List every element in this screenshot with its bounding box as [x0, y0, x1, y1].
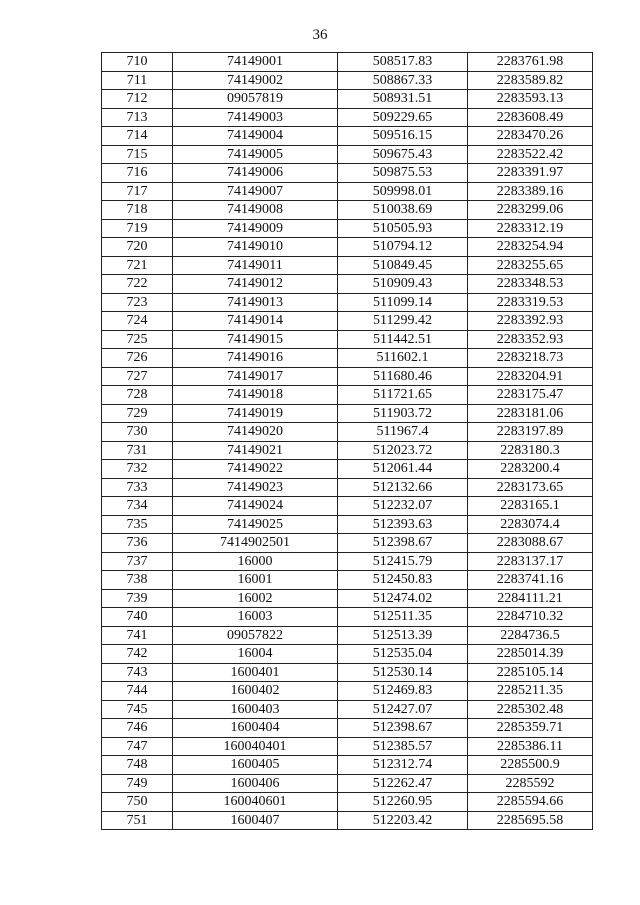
- y-coordinate-cell: 2283181.06: [468, 404, 593, 423]
- point-id-cell: 1600403: [173, 700, 338, 719]
- y-coordinate-cell: 2283200.4: [468, 460, 593, 479]
- row-number-cell: 749: [102, 774, 173, 793]
- row-number-cell: 724: [102, 312, 173, 331]
- row-number-cell: 736: [102, 534, 173, 553]
- point-id-cell: 1600402: [173, 682, 338, 701]
- row-number-cell: 719: [102, 219, 173, 238]
- row-number-cell: 741: [102, 626, 173, 645]
- y-coordinate-cell: 2283254.94: [468, 238, 593, 257]
- y-coordinate-cell: 2284710.32: [468, 608, 593, 627]
- y-coordinate-cell: 2283348.53: [468, 275, 593, 294]
- table-row: [102, 571, 593, 590]
- x-coordinate-cell: 508867.33: [338, 71, 468, 90]
- table-row: [102, 349, 593, 368]
- point-id-cell: 160040601: [173, 793, 338, 812]
- row-number-cell: 714: [102, 127, 173, 146]
- table-row: [102, 219, 593, 238]
- row-number-cell: 713: [102, 108, 173, 127]
- table-row: [102, 182, 593, 201]
- table-row: [102, 774, 593, 793]
- y-coordinate-cell: 2283761.98: [468, 53, 593, 72]
- point-id-cell: 74149002: [173, 71, 338, 90]
- table-row: [102, 108, 593, 127]
- y-coordinate-cell: 2283180.3: [468, 441, 593, 460]
- row-number-cell: 730: [102, 423, 173, 442]
- point-id-cell: 09057822: [173, 626, 338, 645]
- table-row: [102, 700, 593, 719]
- x-coordinate-cell: 509675.43: [338, 145, 468, 164]
- coordinates-table: [101, 52, 593, 830]
- y-coordinate-cell: 2284736.5: [468, 626, 593, 645]
- point-id-cell: 74149016: [173, 349, 338, 368]
- table-row: [102, 811, 593, 830]
- row-number-cell: 744: [102, 682, 173, 701]
- y-coordinate-cell: 2283165.1: [468, 497, 593, 516]
- point-id-cell: 74149013: [173, 293, 338, 312]
- row-number-cell: 723: [102, 293, 173, 312]
- y-coordinate-cell: 2285386.11: [468, 737, 593, 756]
- point-id-cell: 1600406: [173, 774, 338, 793]
- y-coordinate-cell: 2283589.82: [468, 71, 593, 90]
- y-coordinate-cell: 2285592: [468, 774, 593, 793]
- y-coordinate-cell: 2283299.06: [468, 201, 593, 220]
- table-row: [102, 497, 593, 516]
- x-coordinate-cell: 511299.42: [338, 312, 468, 331]
- table-row: [102, 256, 593, 275]
- table-row: [102, 534, 593, 553]
- y-coordinate-cell: 2285695.58: [468, 811, 593, 830]
- table-row: [102, 275, 593, 294]
- x-coordinate-cell: 512393.63: [338, 515, 468, 534]
- row-number-cell: 718: [102, 201, 173, 220]
- table-row: [102, 53, 593, 72]
- table-row: [102, 515, 593, 534]
- point-id-cell: 74149007: [173, 182, 338, 201]
- point-id-cell: 74149024: [173, 497, 338, 516]
- table-row: [102, 71, 593, 90]
- point-id-cell: 16000: [173, 552, 338, 571]
- row-number-cell: 710: [102, 53, 173, 72]
- table-row: [102, 589, 593, 608]
- point-id-cell: 74149017: [173, 367, 338, 386]
- y-coordinate-cell: 2283255.65: [468, 256, 593, 275]
- point-id-cell: 1600401: [173, 663, 338, 682]
- point-id-cell: 74149015: [173, 330, 338, 349]
- x-coordinate-cell: 508931.51: [338, 90, 468, 109]
- y-coordinate-cell: 2283470.26: [468, 127, 593, 146]
- x-coordinate-cell: 509516.15: [338, 127, 468, 146]
- y-coordinate-cell: 2283522.42: [468, 145, 593, 164]
- point-id-cell: 1600404: [173, 719, 338, 738]
- table-row: [102, 478, 593, 497]
- table-row: [102, 127, 593, 146]
- table-row: [102, 460, 593, 479]
- row-number-cell: 740: [102, 608, 173, 627]
- row-number-cell: 732: [102, 460, 173, 479]
- point-id-cell: 74149012: [173, 275, 338, 294]
- row-number-cell: 750: [102, 793, 173, 812]
- row-number-cell: 726: [102, 349, 173, 368]
- x-coordinate-cell: 512262.47: [338, 774, 468, 793]
- x-coordinate-cell: 512398.67: [338, 534, 468, 553]
- row-number-cell: 733: [102, 478, 173, 497]
- table-row: [102, 293, 593, 312]
- y-coordinate-cell: 2283593.13: [468, 90, 593, 109]
- row-number-cell: 716: [102, 164, 173, 183]
- x-coordinate-cell: 510038.69: [338, 201, 468, 220]
- x-coordinate-cell: 512312.74: [338, 756, 468, 775]
- point-id-cell: 74149001: [173, 53, 338, 72]
- point-id-cell: 74149009: [173, 219, 338, 238]
- point-id-cell: 74149014: [173, 312, 338, 331]
- x-coordinate-cell: 512061.44: [338, 460, 468, 479]
- y-coordinate-cell: 2283137.17: [468, 552, 593, 571]
- table-row: [102, 367, 593, 386]
- point-id-cell: 7414902501: [173, 534, 338, 553]
- x-coordinate-cell: 511721.65: [338, 386, 468, 405]
- y-coordinate-cell: 2283319.53: [468, 293, 593, 312]
- point-id-cell: 16001: [173, 571, 338, 590]
- y-coordinate-cell: 2283088.67: [468, 534, 593, 553]
- x-coordinate-cell: 512132.66: [338, 478, 468, 497]
- y-coordinate-cell: 2283352.93: [468, 330, 593, 349]
- y-coordinate-cell: 2283197.89: [468, 423, 593, 442]
- row-number-cell: 735: [102, 515, 173, 534]
- y-coordinate-cell: 2285211.35: [468, 682, 593, 701]
- table-row: [102, 330, 593, 349]
- x-coordinate-cell: 512474.02: [338, 589, 468, 608]
- x-coordinate-cell: 510909.43: [338, 275, 468, 294]
- point-id-cell: 74149019: [173, 404, 338, 423]
- point-id-cell: 160040401: [173, 737, 338, 756]
- table-row: [102, 608, 593, 627]
- y-coordinate-cell: 2283741.16: [468, 571, 593, 590]
- y-coordinate-cell: 2285594.66: [468, 793, 593, 812]
- x-coordinate-cell: 512535.04: [338, 645, 468, 664]
- y-coordinate-cell: 2285500.9: [468, 756, 593, 775]
- row-number-cell: 737: [102, 552, 173, 571]
- y-coordinate-cell: 2283392.93: [468, 312, 593, 331]
- x-coordinate-cell: 512203.42: [338, 811, 468, 830]
- row-number-cell: 722: [102, 275, 173, 294]
- row-number-cell: 747: [102, 737, 173, 756]
- x-coordinate-cell: 510849.45: [338, 256, 468, 275]
- table-row: [102, 737, 593, 756]
- table-row: [102, 423, 593, 442]
- table-row: [102, 793, 593, 812]
- x-coordinate-cell: 511602.1: [338, 349, 468, 368]
- point-id-cell: 74149006: [173, 164, 338, 183]
- x-coordinate-cell: 512530.14: [338, 663, 468, 682]
- point-id-cell: 74149003: [173, 108, 338, 127]
- x-coordinate-cell: 509875.53: [338, 164, 468, 183]
- y-coordinate-cell: 2283608.49: [468, 108, 593, 127]
- table-row: [102, 441, 593, 460]
- row-number-cell: 727: [102, 367, 173, 386]
- point-id-cell: 16004: [173, 645, 338, 664]
- x-coordinate-cell: 512450.83: [338, 571, 468, 590]
- point-id-cell: 1600405: [173, 756, 338, 775]
- point-id-cell: 74149025: [173, 515, 338, 534]
- x-coordinate-cell: 512415.79: [338, 552, 468, 571]
- x-coordinate-cell: 511680.46: [338, 367, 468, 386]
- x-coordinate-cell: 510505.93: [338, 219, 468, 238]
- point-id-cell: 74149023: [173, 478, 338, 497]
- x-coordinate-cell: 511442.51: [338, 330, 468, 349]
- x-coordinate-cell: 510794.12: [338, 238, 468, 257]
- table-row: [102, 682, 593, 701]
- row-number-cell: 751: [102, 811, 173, 830]
- y-coordinate-cell: 2283074.4: [468, 515, 593, 534]
- table-row: [102, 145, 593, 164]
- row-number-cell: 731: [102, 441, 173, 460]
- y-coordinate-cell: 2285302.48: [468, 700, 593, 719]
- row-number-cell: 748: [102, 756, 173, 775]
- point-id-cell: 74149010: [173, 238, 338, 257]
- point-id-cell: 74149011: [173, 256, 338, 275]
- x-coordinate-cell: 512260.95: [338, 793, 468, 812]
- point-id-cell: 16002: [173, 589, 338, 608]
- x-coordinate-cell: 512023.72: [338, 441, 468, 460]
- table-row: [102, 238, 593, 257]
- row-number-cell: 717: [102, 182, 173, 201]
- x-coordinate-cell: 512511.35: [338, 608, 468, 627]
- row-number-cell: 734: [102, 497, 173, 516]
- row-number-cell: 715: [102, 145, 173, 164]
- row-number-cell: 720: [102, 238, 173, 257]
- table-row: [102, 404, 593, 423]
- table-row: [102, 386, 593, 405]
- table-row: [102, 626, 593, 645]
- row-number-cell: 725: [102, 330, 173, 349]
- y-coordinate-cell: 2283312.19: [468, 219, 593, 238]
- y-coordinate-cell: 2284111.21: [468, 589, 593, 608]
- row-number-cell: 745: [102, 700, 173, 719]
- table-row: [102, 201, 593, 220]
- point-id-cell: 74149021: [173, 441, 338, 460]
- point-id-cell: 16003: [173, 608, 338, 627]
- row-number-cell: 739: [102, 589, 173, 608]
- x-coordinate-cell: 509998.01: [338, 182, 468, 201]
- point-id-cell: 74149005: [173, 145, 338, 164]
- y-coordinate-cell: 2283175.47: [468, 386, 593, 405]
- x-coordinate-cell: 512469.83: [338, 682, 468, 701]
- y-coordinate-cell: 2283204.91: [468, 367, 593, 386]
- table-row: [102, 663, 593, 682]
- point-id-cell: 74149004: [173, 127, 338, 146]
- x-coordinate-cell: 512232.07: [338, 497, 468, 516]
- y-coordinate-cell: 2283218.73: [468, 349, 593, 368]
- table-row: [102, 756, 593, 775]
- row-number-cell: 711: [102, 71, 173, 90]
- x-coordinate-cell: 511099.14: [338, 293, 468, 312]
- point-id-cell: 74149020: [173, 423, 338, 442]
- x-coordinate-cell: 509229.65: [338, 108, 468, 127]
- point-id-cell: 74149008: [173, 201, 338, 220]
- y-coordinate-cell: 2283173.65: [468, 478, 593, 497]
- row-number-cell: 738: [102, 571, 173, 590]
- point-id-cell: 1600407: [173, 811, 338, 830]
- point-id-cell: 74149022: [173, 460, 338, 479]
- page-number: 36: [312, 27, 328, 43]
- x-coordinate-cell: 511903.72: [338, 404, 468, 423]
- table-row: [102, 312, 593, 331]
- x-coordinate-cell: 508517.83: [338, 53, 468, 72]
- y-coordinate-cell: 2285105.14: [468, 663, 593, 682]
- row-number-cell: 721: [102, 256, 173, 275]
- y-coordinate-cell: 2283389.16: [468, 182, 593, 201]
- table-row: [102, 719, 593, 738]
- row-number-cell: 728: [102, 386, 173, 405]
- table-row: [102, 645, 593, 664]
- x-coordinate-cell: 512385.57: [338, 737, 468, 756]
- row-number-cell: 712: [102, 90, 173, 109]
- row-number-cell: 746: [102, 719, 173, 738]
- row-number-cell: 743: [102, 663, 173, 682]
- x-coordinate-cell: 512513.39: [338, 626, 468, 645]
- point-id-cell: 74149018: [173, 386, 338, 405]
- x-coordinate-cell: 512427.07: [338, 700, 468, 719]
- y-coordinate-cell: 2283391.97: [468, 164, 593, 183]
- table-row: [102, 90, 593, 109]
- row-number-cell: 742: [102, 645, 173, 664]
- table-row: [102, 164, 593, 183]
- point-id-cell: 09057819: [173, 90, 338, 109]
- table-row: [102, 552, 593, 571]
- row-number-cell: 729: [102, 404, 173, 423]
- y-coordinate-cell: 2285359.71: [468, 719, 593, 738]
- y-coordinate-cell: 2285014.39: [468, 645, 593, 664]
- x-coordinate-cell: 512398.67: [338, 719, 468, 738]
- x-coordinate-cell: 511967.4: [338, 423, 468, 442]
